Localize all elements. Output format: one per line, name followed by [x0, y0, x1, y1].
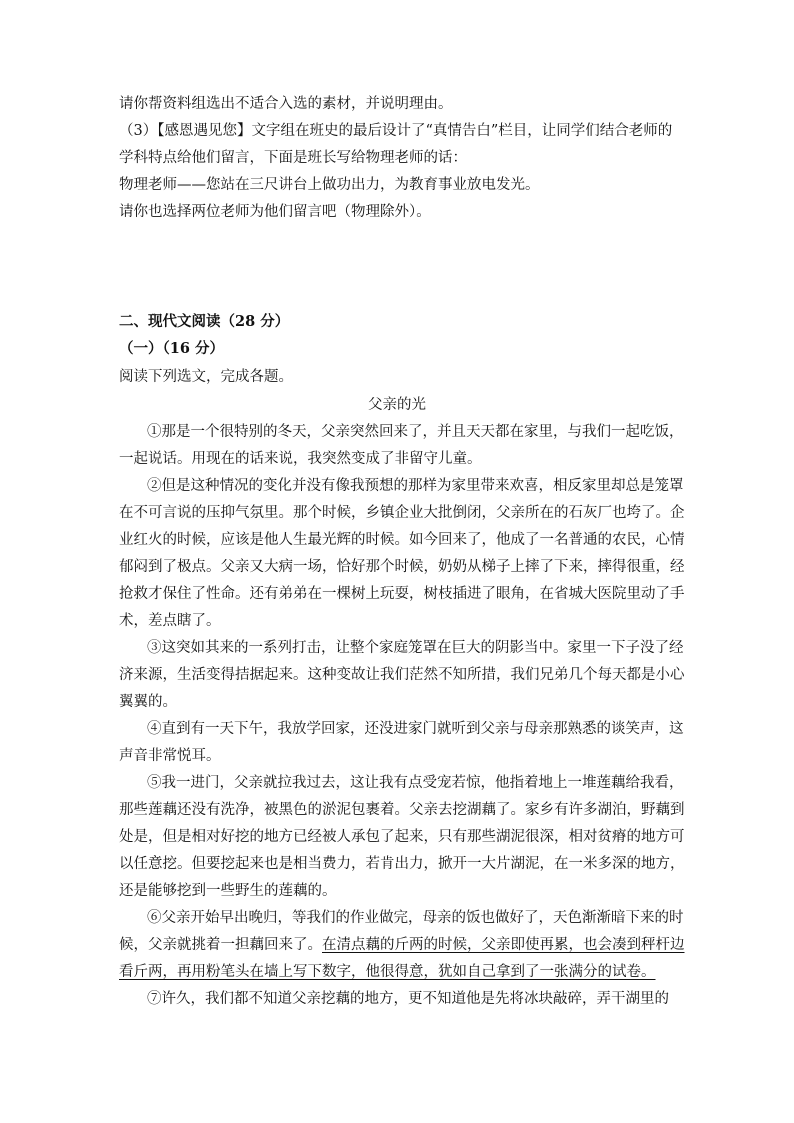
paragraph-4-line: 声音非常悦耳。 — [119, 748, 221, 764]
paragraph-5-line: 以任意挖。但要挖起来也是相当费力，若肯出力，掀开一大片湖泥，在一米多深的地方， — [119, 856, 685, 872]
subsection-heading: （一）（16 分） — [119, 340, 224, 357]
paragraph-3-line: 济来源，生活变得拮据起来。这种变故让我们茫然不知所措，我们兄弟几个每天都是小心 — [119, 667, 685, 683]
paragraph-5-line: 那些莲藕还没有洗净，被黑色的淤泥包裹着。父亲去挖湖藕了。家乡有许多湖泊，野藕到 — [119, 802, 685, 818]
paragraph-3-line: 翼翼的。 — [119, 694, 177, 710]
question-text-line: 请你帮资料组选出不适合入选的素材，并说明理由。 — [119, 96, 453, 112]
paragraph-5-line: ⑤我一进门，父亲就拉我过去，这让我有点受宠若惊，他指着地上一堆莲藕给我看， — [147, 775, 684, 791]
paragraph-6-line: ⑥父亲开始早出晚归，等我们的作业做完，母亲的饭也做好了，天色渐渐暗下来的时 — [147, 910, 684, 926]
paragraph-2-line: 在不可言说的压抑气氛里。那个时候，乡镇企业大批倒闭，父亲所在的石灰厂也垮了。企 — [119, 505, 685, 521]
paragraph-2-line: 业红火的时候，应该是他人生最光辉的时候。如今回来了，他成了一名普通的农民，心情 — [119, 532, 685, 548]
paragraph-1-line: 一起说话。用现在的话来说，我突然变成了非留守儿童。 — [119, 451, 482, 467]
question-3-line: （3）【感恩遇见您】文字组在班史的最后设计了“真情告白”栏目，让同学们结合老师的 — [119, 123, 673, 139]
paragraph-1-line: ①那是一个很特别的冬天，父亲突然回来了，并且天天都在家里，与我们一起吃饭， — [147, 424, 684, 440]
paragraph-2-line: ②但是这种情况的变化并没有像我预想的那样为家里带来欢喜，相反家里却总是笼罩 — [147, 478, 684, 494]
paragraph-6-line — [119, 937, 685, 953]
underlined-sentence: 看斤两，再用粉笔头在墙上写下数字，他很得意，犹如自己拿到了一张满分的试卷。 — [119, 964, 656, 980]
question-3-line: 学科特点给他们留言，下面是班长写给物理老师的话： — [119, 150, 467, 166]
paragraph-6-text: 候，父亲就挑着一担藕回来了。 — [119, 937, 322, 953]
section-heading: 二、现代文阅读（28 分） — [119, 313, 290, 330]
paragraph-2-line: 郁闷到了极点。父亲又大病一场，恰好那个时候，奶奶从梯子上摔了下来，摔得很重，经 — [119, 559, 685, 575]
article-title: 父亲的光 — [368, 397, 426, 413]
paragraph-4-line: ④直到有一天下午，我放学回家，还没进家门就听到父亲与母亲那熟悉的谈笑声，这 — [147, 721, 684, 737]
paragraph-2-line: 抢救才保住了性命。还有弟弟在一棵树上玩耍，树枝插进了眼角，在省城大医院里动了手 — [119, 586, 685, 602]
question-3-task-line: 请你也选择两位老师为他们留言吧（物理除外）。 — [119, 204, 431, 220]
paragraph-2-line: 术，差点瞎了。 — [119, 613, 221, 629]
paragraph-3-line: ③这突如其来的一系列打击，让整个家庭笼罩在巨大的阴影当中。家里一下子没了经 — [147, 640, 684, 656]
paragraph-5-line: 处是，但是相对好挖的地方已经被人承包了起来，只有那些湖泥很深，相对贫瘠的地方可 — [119, 829, 685, 845]
example-message-line: 物理老师——您站在三尺讲台上做功出力，为教育事业放电发光。 — [119, 177, 540, 193]
reading-instruction: 阅读下列选文，完成各题。 — [119, 369, 293, 385]
paragraph-5-line: 还是能够挖到一些野生的莲藕的。 — [119, 883, 337, 899]
paragraph-7-line: ⑦许久，我们都不知道父亲挖藕的地方，更不知道他是先将冰块敲碎，弄干湖里的 — [147, 991, 669, 1007]
underlined-sentence: 在清点藕的斤两的时候，父亲即使再累，也会凑到秤杆边 — [322, 937, 685, 953]
